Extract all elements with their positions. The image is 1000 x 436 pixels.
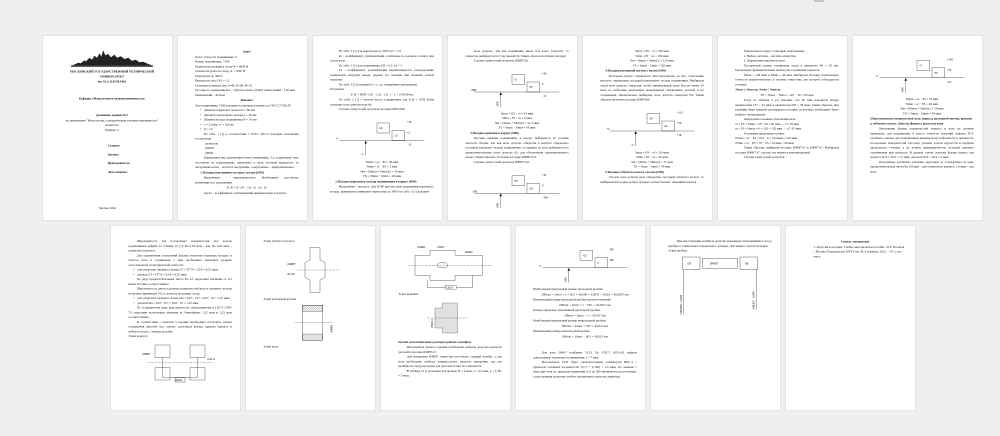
text-line: • для отверстия торцевого кольца Ra ≤ 0,05 · IT7 = 0,05 · 25 = 1,25 мкм; <box>133 296 232 301</box>
page-thumbnail-8[interactable] <box>110 225 241 411</box>
text-line: НЕmin = Dmax − H/2 = 40,023 мм <box>562 334 608 338</box>
text-line: Эскиз пробки: <box>668 248 688 253</box>
figure-label: ПР <box>687 262 692 266</box>
text-line: Распорная втулка сопрягается непосредственно на вал, отклонения которого определены посадкой внутреннего кольца подшипника. Выбираем такой поле допуска отверстия, чтобы минимальный зазор был не менее 10 мкм, но избегание монтажных повреждений сопрягаемых деталей и их сопряжения. Окончательно выбираем поле допуска отверстия E9. Таким образом получаем посадку Ø40E9/k6. <box>600 74 704 102</box>
text-heading: 1.Посадка внутреннего кольца с валом (Ø40) <box>200 170 264 174</box>
text-heading: Решение: <box>240 98 254 102</box>
figure-label: +25 <box>582 254 587 258</box>
page-thumbnail-9[interactable] <box>245 225 376 411</box>
figure-label: 0,02 A <box>445 286 454 290</box>
text-line: TN = Nmax − Nmin = 120 − 40 = 80 мкм <box>760 93 814 97</box>
figure-label: 0 <box>542 184 544 188</box>
figure-label: Ø40s7 <box>437 245 445 249</box>
figure-label: +18 <box>677 134 682 137</box>
figure-label: +18 <box>407 121 412 124</box>
figure-label: 0 <box>542 83 544 86</box>
text-line: Осевая нагрузка на опору A = 1000 Н <box>195 69 245 73</box>
text-line: Для измерения Ø40H7 отверстия рассчитать гладкий калибр, а для вала необходимо выбрать универсальное средство измерения, так как калибры не предусмотрены для деталей точнее 6-го квалитета. <box>398 354 502 368</box>
housing-figure <box>138 340 223 385</box>
tol-a-figure <box>335 113 430 158</box>
spacer <box>533 339 637 350</box>
text-line: Установим предельные натяги: <box>743 131 785 135</box>
text-line: Основные размеры, мм: d=40; D=80; B=18 <box>195 83 252 87</box>
text-line: Ø80l0 <box>205 151 214 155</box>
text-line: По табл. 2 [1] с учетом класса подшипника для P_R = 1058 Н/мм подходит поле допуска вала k6. <box>330 97 434 106</box>
text-line: Эскиз зубчатого колеса: <box>263 239 295 243</box>
figure-label: s7 <box>919 64 922 68</box>
text-line: Определяем вид нагружения колец подшипника. Т.к. радиальная сила постоянна по направлению, приложена к валу, который вращается, то нагружение колец – местное нагружение, а внутреннее – циркуляционное. <box>195 155 299 169</box>
text-line: • Диаметр наружного кольца D = 80 мм <box>200 108 299 113</box>
text-line: Шероховатость для посадочных поверхностей под кольца подшипников найдём по таблице 10 [1]: Ra 0,63 мкм – вал, Ra 0,63 мкм – отверстие в корпусе. <box>128 239 232 253</box>
figure-label: +104 <box>947 58 953 62</box>
figure-label: Ø40 <box>564 277 568 283</box>
text-line: Исполнитель данного задания необходимо выбрать средства контроля деталей в посадке Ø40H7/s7. <box>398 345 502 354</box>
figure-label: +2 <box>606 128 610 131</box>
text-line: Ø40L0 <box>205 146 215 150</box>
text-line: Шероховатость для посадочных поверхностей вала и торцевого кольца на уровне принимаем 5% от допуска на размер, тогда: <box>128 286 232 295</box>
figure-label: l0 <box>514 78 517 82</box>
figure-label: +2 <box>407 131 410 135</box>
text-line: Вращается: вал; D/d = 1,5 <box>195 78 230 83</box>
text-heading: Шероховатость поверхностей вала, корпуса, распорной втулки, крышки и зубчатого колеса. Допуски формы и расположения <box>870 116 973 125</box>
text-line: k2 – коэффициент, учитывающий ослабление посадочного натяга при полом вале. <box>330 54 434 63</box>
text-line: По стандартному ряду шероховатости, определяемому в ГОСТ 2789-73, округляем полученные значения до ближайших: 1,25 мкм и 1,25 мкм соответственно. <box>128 305 232 319</box>
text-line: Группа: <box>107 152 120 156</box>
bushing-figure <box>283 303 348 343</box>
page-thumbnail-1[interactable] <box>42 35 173 221</box>
text-line: Smin = EI − es = 32 мкм <box>636 155 668 159</box>
spacer <box>60 132 164 143</box>
text-heading: 5.Посадка зубчатого колеса с валом (Ø40) <box>605 170 664 174</box>
text-line: Исполнитель УСИ будет горизонтальным оптиметром ИКГ-3 с пределом основной погрешности ±(1,5 + L/100) = 1,9 мкм, что меньше 7 мкм, при этом его диапазон измерений от 0 до 200 мм является достаточным, а конструкция позволяет удобно производить контроль диаметра. <box>533 360 637 378</box>
figure-label: +50 <box>677 122 682 125</box>
text-line: Sm = (Smax + Smin)/2 = 71 мкм <box>631 160 673 164</box>
text-line: Посадка крышки подшипника в корпус выбирается из условия легкости сборки. Так как поле допуска отверстия в корпусе определено посадкой наружного кольца подшипника, то крышка на валу выбирается по предпочтительному полю допуска d11 для обеспечения гарантированного зазора. Таким образом, получаем посадку Ø80H7/d11. <box>465 136 569 159</box>
text-line: Определим основные отклонения вала: <box>743 117 797 121</box>
tol-d-figure <box>605 104 700 149</box>
figure-label: Ø40k6 <box>465 250 473 254</box>
text-line: Наименьший размер проходной пробки при изготовлении: <box>533 297 612 302</box>
text-line: TN = Nmax − Nmin = 28 мкм <box>362 174 402 178</box>
text-line: Sm = (Smax + Smin)/2 = 210 мкм <box>630 58 674 63</box>
figure-label: +30 <box>542 173 547 177</box>
page-thumbnail-11[interactable] <box>515 225 646 411</box>
figure-label: −12 <box>407 143 412 147</box>
text-line: Smax = ES − ei = 110 мкм <box>635 150 669 154</box>
figure-label: Ø80 <box>496 101 500 107</box>
text-line: • β = 12° <box>200 127 299 132</box>
gauge-tol-figure <box>538 240 633 285</box>
text-line: Размер предельно изношенной проходной пробки: <box>533 308 601 312</box>
text-heading: Расчет исполнительных размеров рабочих калибров <box>398 340 471 344</box>
figure-label: Ø40,027 −0,004 <box>752 291 756 310</box>
text-line: Тогда по таблице 4 [1] находим, что 39 мкм находится между квалитетами IT7 = 25 мкм и квалитетом IT8 = 39 мкм. Таким образом, при решении будет найдена для варианта посадки, из которых необходимо будет выбрать оптимальный. <box>735 98 839 116</box>
spacer <box>60 85 164 96</box>
page-thumbnail-10[interactable] <box>380 225 511 411</box>
text-line: размеров: <box>205 141 219 145</box>
figure-label: Ø80H7 <box>142 353 151 356</box>
figure-label: Ra 0,8 <box>287 273 295 276</box>
text-line: • r = 2,0 мм; r1 = 0,8 мм <box>200 122 299 127</box>
text-line: Nm = (Nmax + Nmin)/2 = 59 мкм <box>900 106 944 111</box>
text-line: Нагружение – местное. Для D=80 при местном нагружении наружного кольца, принимая во внимание перегрузку до 300% по табл. 3 [1] находим <box>330 184 434 193</box>
figure-label: 0 <box>597 261 599 265</box>
figure-label: 0 <box>361 153 365 155</box>
text-line: Для ограничения отклонений формы отверстия торцевых кольцах и участок вала в соединении с ним необходимо назначить уровень относительной геометрической точности: <box>128 253 232 267</box>
text-line: ПРmax = Dmin + z + H/2 = 40,000 + 0,0035 + 0,002 = 40,0055 мм <box>541 292 629 296</box>
text-line: Дата защиты: <box>107 170 128 174</box>
text-line: Smin = EI − es = 0 мкм <box>502 116 532 120</box>
text-line: Для подшипника 7208 находим посадочные размеры по ГОСТ 27365-87 <box>195 103 292 107</box>
figure-label: НЕ <box>745 262 749 266</box>
text-line: 1. Выбор системы – система отверстия <box>743 54 796 58</box>
text-line: По табл. 5 [1] для подшипника d/D = 0,5: k2 = 1 <box>338 63 402 67</box>
text-line: Эскиз распорной втулки: <box>263 297 297 301</box>
tol-b-figure <box>470 65 565 110</box>
text-line: Задача №1 <box>104 123 120 127</box>
text-line: ei ≥ ES + Nmin = 25 + 40 = 65 мкм → s7: 79 мкм <box>735 122 799 126</box>
text-line: Отклонения формы поверхностей корпуса и вала не должны превышать для подшипника 0 класса точности значений, равных IT/4. Особенно опасны для подшипников качения конусообразность и овальность посадочных поверхностей. Поэтому уровень допуск круглости и профиля продольного сечения, а не допуск цилиндричности, который заменяет ограничения при контроле. В данном случае допуски формы равны: для корпуса IT/4 = 30/4 = 7,5 мкм; для вала IT/4 = 16/4 = 4 мкм. <box>870 126 974 159</box>
text-line: По табл. 5 [1] для перегрузки до 300% k1 = 1,8 <box>338 49 401 53</box>
text-line: Полученные расчётные значения округляем до стандартных по ряду предпочтительных чисел Ra 0,8 мкм – для отверстия в корпусе, 1,6 мкм – для вала. <box>870 160 974 173</box>
text-line: Так как поле допуска вала определено посадкой зубчатого колеса, то выбираемой посадке допуск должен соответствовать значениям натягов. <box>600 175 704 184</box>
text-line: поле допуска. Так как подшипник имеет 0-й класс точности, то отверстие выбирается по 7-му квалитету. Таким образом получаем посадку: <box>465 49 569 58</box>
text-line: Нагружение – циркуляционное. Необходимо рассчитать интенсивность нагружения: <box>195 175 299 184</box>
text-line: • Диаметр внутреннего кольца d = 40 мм <box>200 113 299 118</box>
text-line: 2. Определение квалитета вала <box>743 58 785 63</box>
text-line: ПРmin = Dmin + z − H/2 = 40,0015 мм <box>559 303 611 307</box>
figure-label: d11 <box>529 187 534 191</box>
text-line: k3 – коэффициент, учитывающий неравномерность распределения радиальной нагрузки между рядами тел качения при наличии осевой нагрузки. <box>330 68 434 82</box>
cover-figure <box>418 298 483 338</box>
text-heading: 4.Посадка распорной втулки с валом (Ø40) <box>605 68 666 73</box>
page-thumbnail-7[interactable] <box>852 35 983 221</box>
figure-label: H7 <box>934 71 938 75</box>
text-line: Nmax = es − EI = 79 мкм <box>905 97 939 101</box>
spacer <box>60 101 164 112</box>
figure-label: k6 <box>379 127 383 130</box>
text-line: Москва 2024 <box>98 206 117 210</box>
figure-label: +112 <box>677 111 683 115</box>
figure-label: Ø80 <box>496 203 500 208</box>
text-line: • для вала Ra ≤ 0,05 · IT7 = 0,05 · 25 = 1,25 мкм. <box>133 301 232 306</box>
tol-c-figure <box>470 166 565 211</box>
scrollbar-thumb[interactable] <box>814 0 824 2</box>
text-line: По ряду предпочтительных чисел Ra 0,5 округляем значения до 6,3 мкм и 6,3 мкм соответственно. <box>128 277 232 286</box>
text-line: P_R = R / (B − 2r) · k1 · k2 · k3 <box>227 185 267 190</box>
gear-figure <box>283 245 348 295</box>
text-heading: Список литературы <box>840 239 870 244</box>
text-line: Эскиз вала: <box>263 344 279 349</box>
text-line: P_R = 6000 / (18 − 2·2) · 1,8 · 1 · 1 = 1058 Н/мм <box>350 92 414 96</box>
text-line: Для вала Ø40s7 подберём УСИ. По ГОСТ 8.051-81 найдём допускаемую погрешность измерения: δ = 7 мкм. <box>533 350 637 359</box>
text-line: Эскиз корпуса: <box>128 334 149 338</box>
text-line: По табл. 1 [1] в соответствии с ГОСТ 520-71 находим отклонения посадочных <box>195 132 299 141</box>
figure-label: Ø40H7 <box>287 263 296 266</box>
text-heading: Кафедра «Метрология и взаимозаменяемость» <box>78 96 146 100</box>
text-line: Nmax = 120 мкм и Nmin = 40 мкм. Выбираем посадку, назначаемую точности предпочтительно в системе отверстия, для которой соблюдаются условия: <box>735 73 839 86</box>
logo-figure <box>71 50 154 68</box>
text-line: Посадочный размер соединения задан в диапазоне 40 ÷ 50 мм. Предельные функциональные натяги для соединения задаются: <box>735 63 839 72</box>
page-thumbnail-13[interactable] <box>785 225 916 411</box>
figure-label: −100 <box>542 196 548 200</box>
text-line: Nmin = ei − ES = 2 мкм <box>366 164 398 169</box>
text-line: Sm = (Smax + Smin)/2 = 21,5 мкм <box>494 121 540 125</box>
figure-label: E9 <box>649 117 653 121</box>
text-line: Smin = EI − es = 100 мкм <box>635 54 669 58</box>
figure-label: Ø40 <box>901 87 905 93</box>
text-line: по дисциплине "Метрология, стандартизация и взаимозаменяемость" <box>65 118 159 122</box>
text-line: Nmin = ei − ES = 40 мкм <box>905 102 939 106</box>
tol-e-figure <box>875 50 970 95</box>
text-heading: Домашнее задание №1 <box>96 113 128 117</box>
text-line: es ≤ EI + Nmax = 0 + 120 = 120 мкм → u7: 95 мкм <box>735 126 802 131</box>
text-line: Получаем: <box>330 87 345 91</box>
text-line: Таким образом, выбираем посадку Ø40H7/s7 и Ø40H7/u7. Выбираем посадку Ø40H7/s7, так как она является рекомендуемой. <box>735 145 839 154</box>
text-line: Nm = (Nmax + Nmin)/2 = 16 мкм <box>360 169 404 173</box>
figure-label: Ø40k6 <box>417 245 425 249</box>
text-heading: 3.Посадка крышки в корпус (Ø80) <box>470 131 519 135</box>
text-line: Smax = ES − ei = 320 мкм <box>635 49 669 53</box>
figure-label: +25 <box>947 80 952 84</box>
text-line: Строим схему полей допусков Ø80H7/l0: <box>473 58 529 63</box>
text-heading: Nmax ≥ Nmax.т; Nmin ≤ Nmin.т <box>735 87 781 92</box>
text-line: • для вала IT = IT7/4 = 25/4 = 6,25 мкм. <box>133 272 232 277</box>
text-line: наименьший – 40 мкм <box>195 93 225 97</box>
text-line: Наибольший предельный размер непроходной пробки: <box>533 318 607 323</box>
text-line: Строим схему полей допусков посадки Ø40L0/k6: <box>338 107 406 111</box>
text-line: Наибольший предельный размер проходной пробки: <box>533 287 604 291</box>
text-heading: Дано: <box>242 49 252 54</box>
figure-label: Ø0,02 <box>175 379 183 382</box>
text-line: При изготовлении калибров допуски указываем отклонениями в теле у пробки от наибольшего предельного размера. Для нашего случая получим: <box>668 239 772 248</box>
text-line: Вариант 6 <box>105 128 119 132</box>
figure-label: Ø40,0055 −0,004 <box>680 295 683 315</box>
text-line: TS = Smax − Smin = 78 мкм <box>633 164 671 169</box>
page-thumbnail-5[interactable] <box>582 35 713 221</box>
shaft-figure <box>400 240 500 290</box>
page-thumbnail-4[interactable] <box>447 35 578 221</box>
text-line: • Ширина кольца подшипника B = 18 мм <box>200 117 299 122</box>
figure-label: 0 <box>539 264 541 268</box>
figure-label: НЕ <box>610 258 614 262</box>
page-thumbnail-2[interactable] <box>177 35 308 221</box>
plug-figure <box>673 255 768 320</box>
text-heading: им. Н.Э. БАУМАНА <box>97 79 127 84</box>
text-line: • для отверстия торцевого кольца IT = IT7/4 = 25/4 = 6,25 мкм; <box>133 267 232 272</box>
figure-label: 0,02 A <box>207 358 215 361</box>
figure-label: −13 <box>542 95 547 98</box>
text-line: TS = Smax − Smin = 220 мкм <box>632 63 672 67</box>
figure-label: H7 <box>529 86 533 89</box>
figure-label: Ø80 <box>471 89 477 92</box>
text-line: Преподаватель: <box>107 161 131 165</box>
text-line: Класс точности подшипника: 0 <box>195 55 237 59</box>
figure-label: Ø40H7 <box>710 262 719 266</box>
figure-label: L0 <box>394 134 398 138</box>
figure-label: +79 <box>947 68 952 72</box>
text-heading: МОСКОВСКИЙ ГОСУДАРСТВЕННЫЙ ТЕХНИЧЕСКИЙ УНИВЕРСИТЕТ <box>69 69 155 78</box>
text-line: Определим посадку с помощью номограммы: <box>743 49 805 53</box>
text-line: НЕmax = Dmax + H/2 = 40,027 мм <box>562 324 608 328</box>
text-line: ПРизн = Dmin − y = 39,997 мм <box>564 313 606 317</box>
figure-label: +30 <box>542 72 547 76</box>
text-line: N'max = es − EI = 104 − 0 = 104 мкм ≤ 120 мкм <box>735 136 798 140</box>
figure-label: 0 <box>336 137 338 141</box>
figure-label: Ø40E9 <box>330 324 334 333</box>
text-line: Наименьший размер непроходной пробки: <box>533 329 590 333</box>
text-line: где k1 – коэффициент, учитывающий динамическую нагрузку <box>203 191 287 195</box>
text-line: Студент: <box>107 143 121 148</box>
text-line: По табл. 5 [1] находим k3 = 1, т.к. подшипник однорядный. <box>338 82 418 86</box>
text-line: N'min = ei − ES = 79 − 25 = 54 мкм ≥ 40 мкм <box>735 141 794 145</box>
figure-label: k6 <box>664 125 668 128</box>
text-line: Smax = ES − ei = 43 мкм <box>500 111 534 115</box>
text-line: Nmax = es − EI = 30 мкм <box>365 160 399 164</box>
text-line: В таблице 13 [1] находим для пробки: H = 4 мкм, z = 3,5 мкм, y = 3; H1 = 3 мкм. <box>398 369 502 378</box>
text-line: Номер подшипника: 7208 <box>195 59 230 64</box>
text-line: TN = Nmax − Nmin = 39 мкм <box>902 111 942 115</box>
text-line: Строим схему полей допусков: <box>743 155 785 159</box>
text-line: Эскиз крышки: <box>398 292 419 296</box>
text-line: 1. Допуски и посадки: Учебно-методическое пособие / К.Г. Потапов. – Москва: Издательство МГТУ им. Н.Э. Баумана, 2021. – 47 с.: ил. – текст. <box>813 245 905 258</box>
text-line: Радиальная реакция в опоре R = 6000 Н <box>195 64 249 68</box>
figure-label: 0 <box>876 74 878 78</box>
text-line: Строим схему полей допусков Ø80H7/d11: <box>473 160 531 164</box>
text-line: Посадка в соединении вал – зубчатое колесо (Ø40): наибольший – 120 мкм <box>195 88 295 92</box>
page-thumbnail-3[interactable] <box>312 35 443 221</box>
figure-label: H7 <box>514 179 518 183</box>
page-thumbnail-6[interactable] <box>717 35 848 221</box>
text-line: TS = Smax − Smin = 43 мкм <box>498 125 536 130</box>
text-line: Перегрузка до 300% <box>195 74 223 78</box>
figure-label: −290 <box>471 190 478 194</box>
figure-label: Ø80d11 <box>431 319 434 328</box>
figure-label: ПР <box>610 248 614 252</box>
page-thumbnail-12[interactable] <box>650 225 781 411</box>
text-heading: 2.Посадка наружного кольца подшипника в корпус (Ø80) <box>335 179 417 183</box>
text-line: В соответствии с пунктом 3 задания необходимо построить эскизы сопряжения деталей: вал, корпус, распорная втулка, крышка корпуса и зубчатое колесо. Эскизы деталей: <box>128 320 232 333</box>
figure-label: 0 <box>631 144 635 146</box>
